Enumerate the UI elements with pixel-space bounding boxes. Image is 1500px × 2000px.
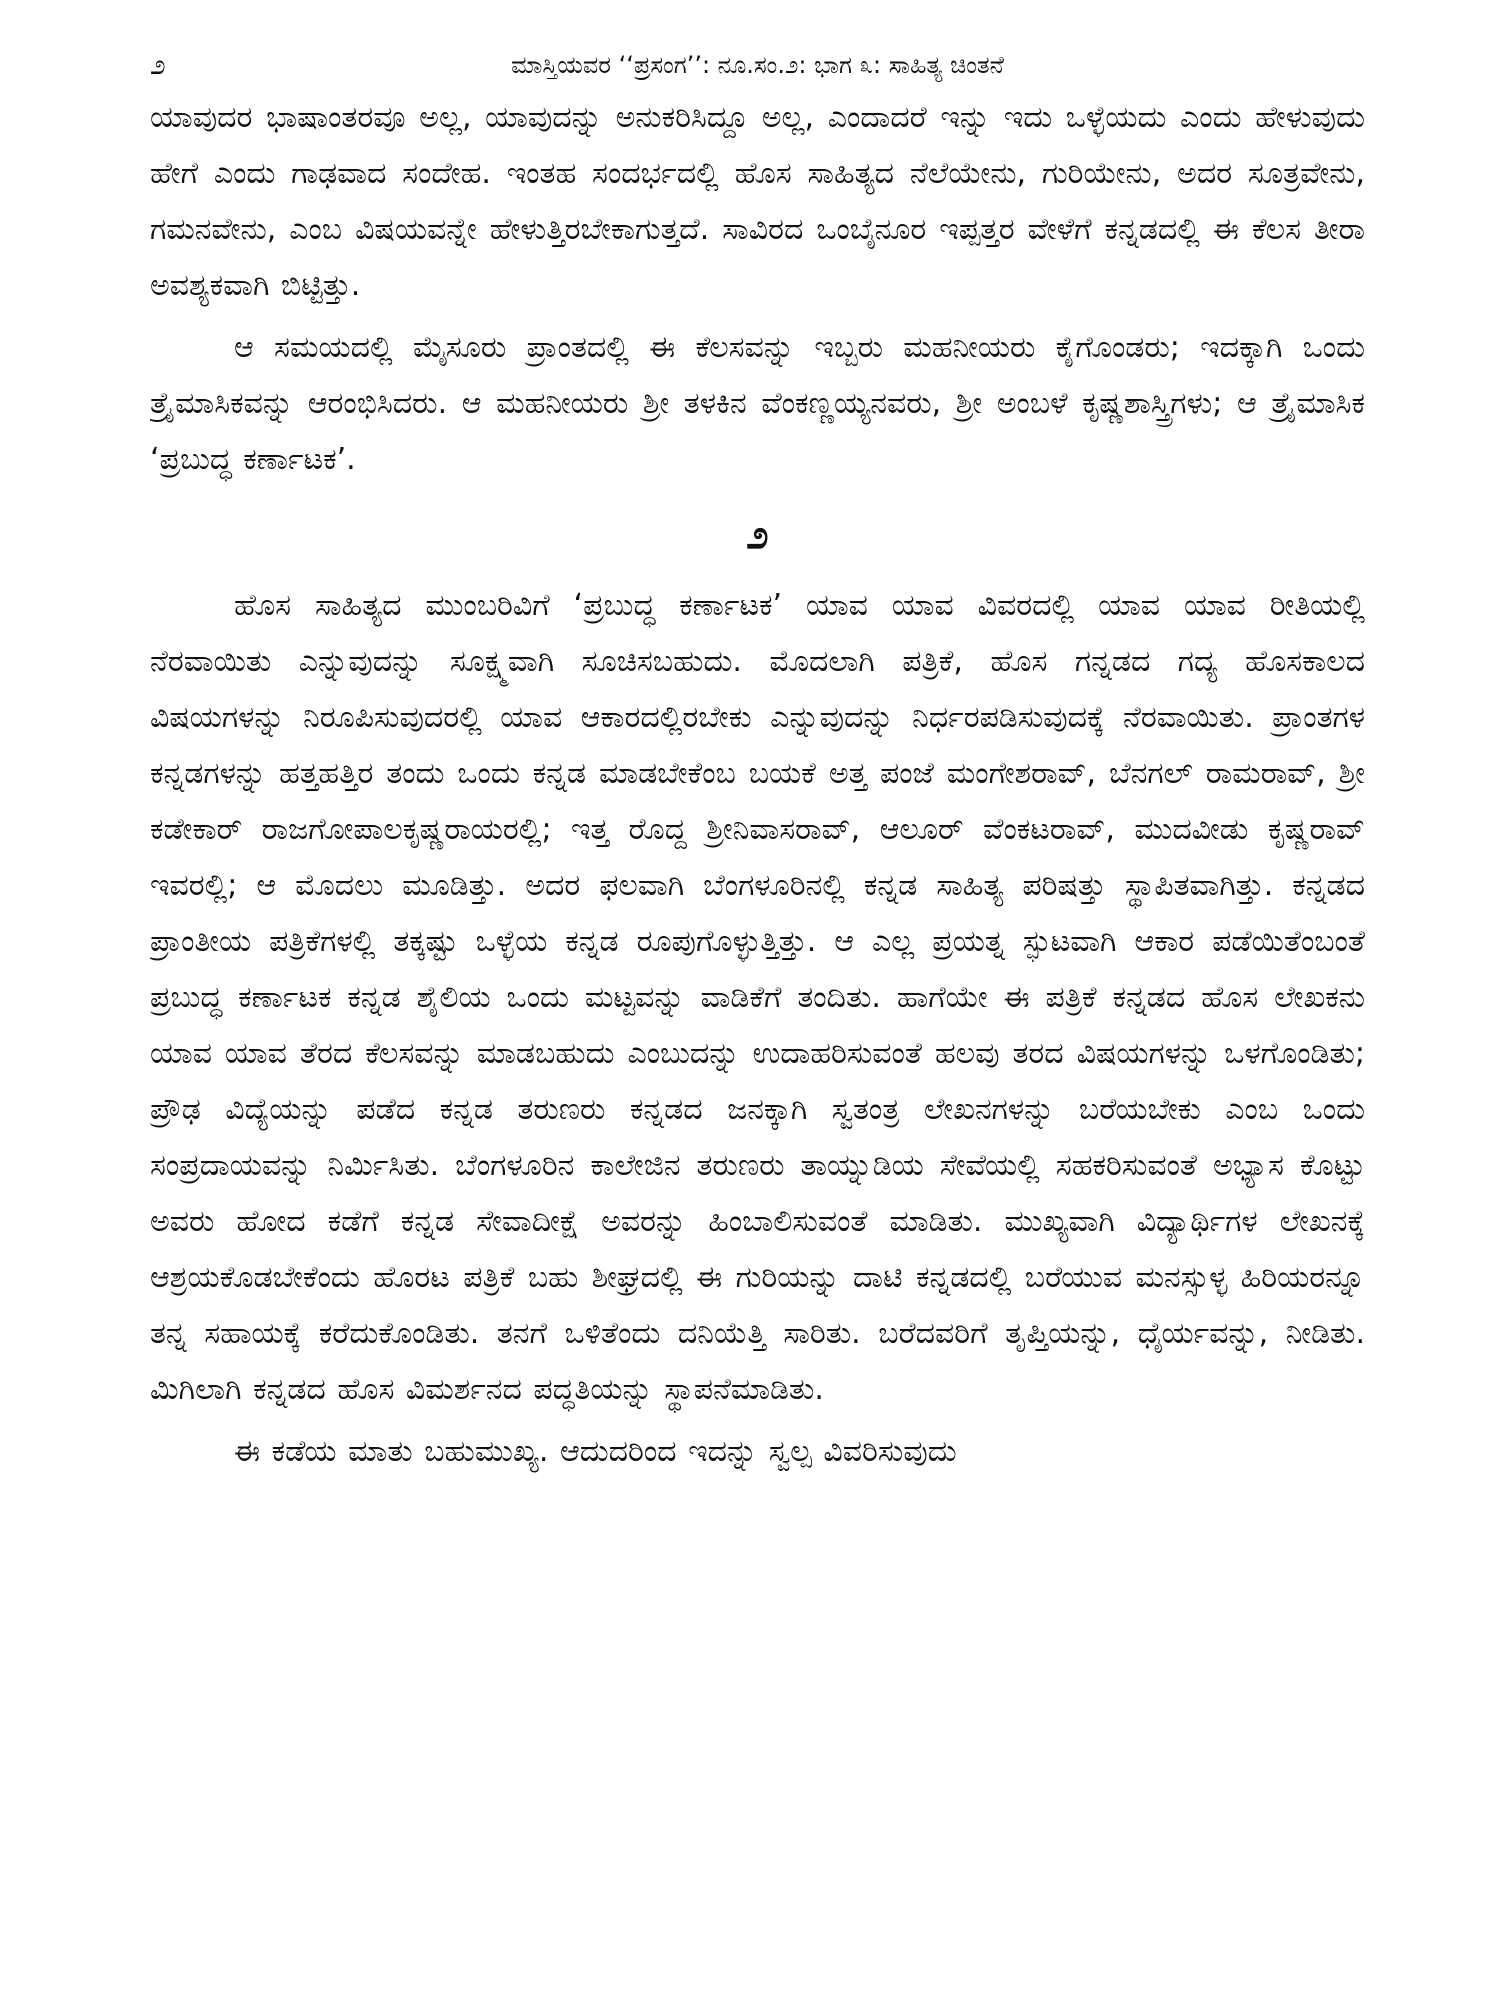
page-number: ೨ (150, 48, 166, 81)
section-number: ೨ (746, 512, 769, 558)
paragraph-2: ಆ ಸಮಯದಲ್ಲಿ ಮೈಸೂರು ಪ್ರಾಂತದಲ್ಲಿ ಈ ಕೆಲಸವನ್ನು ಇಬ್ಬರು ಮಹನೀಯರು ಕೈಗೊಂಡರು; ಇದಕ್ಕಾಗಿ ಒಂದು ತ್ರೈಮಾಸಿಕವನ್ನು ಆರಂಭಿಸಿದರು. ಆ ಮಹನೀಯರು ಶ್ರೀ ತಳಕಿನ ವೆಂಕಣ್ಣಯ್ಯನವರು, ಶ್ರೀ ಅಂಬಳೆ ಕೃಷ್ಣಶಾಸ್ತ್ರಿಗಳು; ಆ ತ್ರೈಮಾಸಿಕ ‘ಪ್ರಬುದ್ಧ ಕರ್ಣಾಟಕ’. (150, 330, 1365, 477)
paragraph-3: ಹೊಸ ಸಾಹಿತ್ಯದ ಮುಂಬರಿವಿಗೆ ‘ಪ್ರಬುದ್ಧ ಕರ್ಣಾಟಕ’ ಯಾವ ಯಾವ ವಿವರದಲ್ಲಿ ಯಾವ ಯಾವ ರೀತಿಯಲ್ಲಿ ನೆರವಾಯಿತು ಎನ್ನುವುದನ್ನು ಸೂಕ್ಷ್ಮವಾಗಿ ಸೂಚಿಸಬಹುದು. ಮೊದಲಾಗಿ ಪತ್ರಿಕೆ, ಹೊಸ ಗನ್ನಡದ ಗದ್ಯ ಹೊಸಕಾಲದ ವಿಷಯಗಳನ್ನು ನಿರೂಪಿಸುವುದರಲ್ಲಿ ಯಾವ ಆಕಾರದಲ್ಲಿರಬೇಕು ಎನ್ನುವುದನ್ನು ನಿರ್ಧರಪಡಿಸುವುದಕ್ಕೆ ನೆರವಾಯಿತು. ಪ್ರಾಂತಗಳ ಕನ್ನಡಗಳನ್ನು ಹತ್ತಹತ್ತಿರ ತಂದು ಒಂದು ಕನ್ನಡ ಮಾಡಬೇಕೆಂಬ ಬಯಕೆ ಅತ್ತ ಪಂಜೆ ಮಂಗೇಶರಾವ್, ಬೆನಗಲ್ ರಾಮರಾವ್, ಶ್ರೀ ಕಡೇಕಾರ್ ರಾಜಗೋಪಾಲಕೃಷ್ಣರಾಯರಲ್ಲಿ; ಇತ್ತ ರೊದ್ದ ಶ್ರೀನಿವಾಸರಾವ್, ಆಲೂರ್ ವೆಂಕಟರಾವ್, ಮುದವೀಡು ಕೃಷ್ಣರಾವ್ ಇವರಲ್ಲಿ; ಆ ಮೊದಲು ಮೂಡಿತ್ತು. ಅದರ ಫಲವಾಗಿ ಬೆಂಗಳೂರಿನಲ್ಲಿ ಕನ್ನಡ ಸಾಹಿತ್ಯ ಪರಿಷತ್ತು ಸ್ಥಾಪಿತವಾಗಿತ್ತು. ಕನ್ನಡದ ಪ್ರಾಂತೀಯ ಪತ್ರಿಕೆಗಳಲ್ಲಿ ತಕ್ಕಷ್ಟು ಒಳ್ಳೆಯ ಕನ್ನಡ ರೂಪುಗೊಳ್ಳುತ್ತಿತ್ತು. ಆ ಎಲ್ಲ ಪ್ರಯತ್ನ ಸ್ಫುಟವಾಗಿ ಆಕಾರ ಪಡೆಯಿತೆಂಬಂತೆ ಪ್ರಬುದ್ಧ ಕರ್ಣಾಟಕ ಕನ್ನಡ ಶೈಲಿಯ ಒಂದು ಮಟ್ಟವನ್ನು ವಾಡಿಕೆಗೆ ತಂದಿತು. ಹಾಗೆಯೇ ಈ ಪತ್ರಿಕೆ ಕನ್ನಡದ ಹೊಸ ಲೇಖಕನು ಯಾವ ಯಾವ ತೆರದ ಕೆಲಸವನ್ನು ಮಾಡಬಹುದು ಎಂಬುದನ್ನು ಉದಾಹರಿಸುವಂತೆ ಹಲವು ತರದ ವಿಷಯಗಳನ್ನು ಒಳಗೊಂಡಿತು; ಪ್ರೌಢ ವಿದ್ಯೆಯನ್ನು ಪಡೆದ ಕನ್ನಡ ತರುಣರು ಕನ್ನಡದ ಜನಕ್ಕಾಗಿ ಸ್ವತಂತ್ರ ಲೇಖನಗಳನ್ನು ಬರೆಯಬೇಕು ಎಂಬ ಒಂದು ಸಂಪ್ರದಾಯವನ್ನು ನಿರ್ಮಿಸಿತು. ಬೆಂಗಳೂರಿನ ಕಾಲೇಜಿನ ತರುಣರು ತಾಯ್ನುಡಿಯ ಸೇವೆಯಲ್ಲಿ ಸಹಕರಿಸುವಂತೆ ಅಭ್ಯಾಸ ಕೊಟ್ಟು ಅವರು ಹೋದ ಕಡೆಗೆ ಕನ್ನಡ ಸೇವಾದೀಕ್ಷೆ ಅವರನ್ನು ಹಿಂಬಾಲಿಸುವಂತೆ ಮಾಡಿತು. ಮುಖ್ಯವಾಗಿ ವಿದ್ಯಾರ್ಥಿಗಳ ಲೇಖನಕ್ಕೆ ಆಶ್ರಯಕೊಡಬೇಕೆಂದು ಹೊರಟ ಪತ್ರಿಕೆ ಬಹು ಶೀಘ್ರದಲ್ಲಿ ಈ ಗುರಿಯನ್ನು ದಾಟಿ ಕನ್ನಡದಲ್ಲಿ ಬರೆಯುವ ಮನಸ್ಸುಳ್ಳ ಹಿರಿಯರನ್ನೂ ತನ್ನ ಸಹಾಯಕ್ಕೆ ಕರೆದುಕೊಂಡಿತು. ತನಗೆ ಒಳಿತೆಂದು ದನಿಯೆತ್ತಿ ಸಾರಿತು. ಬರೆದವರಿಗೆ ತೃಪ್ತಿಯನ್ನು, ಧೈರ್ಯವನ್ನು, ನೀಡಿತು. ಮಿಗಿಲಾಗಿ ಕನ್ನಡದ ಹೊಸ ವಿಮರ್ಶನದ ಪದ್ಧತಿಯನ್ನು ಸ್ಥಾಪನೆಮಾಡಿತು. (150, 588, 1365, 1407)
running-header-title: ಮಾಸ್ತಿಯವರ ‘‘ಪ್ರಸಂಗ’’: ನೂ.ಸಂ.೨: ಭಾಗ ೩: ಸಾಹಿತ್ಯ ಚಿಂತನೆ (511, 51, 1004, 79)
paragraph-1: ಯಾವುದರ ಭಾಷಾಂತರವೂ ಅಲ್ಲ, ಯಾವುದನ್ನು ಅನುಕರಿಸಿದ್ದೂ ಅಲ್ಲ, ಎಂದಾದರೆ ಇನ್ನು ಇದು ಒಳ್ಳೆಯದು ಎಂದು ಹೇಳುವುದು ಹೇಗೆ ಎಂದು ಗಾಢವಾದ ಸಂದೇಹ. ಇಂತಹ ಸಂದರ್ಭದಲ್ಲಿ ಹೊಸ ಸಾಹಿತ್ಯದ ನೆಲೆಯೇನು, ಗುರಿಯೇನು, ಅದರ ಸೂತ್ರವೇನು, ಗಮನವೇನು, ಎಂಬ ವಿಷಯವನ್ನೇ ಹೇಳುತ್ತಿರಬೇಕಾಗುತ್ತದೆ. ಸಾವಿರದ ಒಂಬೈನೂರ ಇಪ್ಪತ್ತರ ವೇಳೆಗೆ ಕನ್ನಡದಲ್ಲಿ ಈ ಕೆಲಸ ತೀರಾ ಅವಶ್ಯಕವಾಗಿ ಬಿಟ್ಟಿತ್ತು. (150, 100, 1365, 303)
paragraph-4: ಈ ಕಡೆಯ ಮಾತು ಬಹುಮುಖ್ಯ. ಆದುದರಿಂದ ಇದನ್ನು ಸ್ವಲ್ಪ ವಿವರಿಸುವುದು (234, 1434, 957, 1469)
document-page (150, 40, 1365, 1970)
running-header (150, 40, 1365, 90)
